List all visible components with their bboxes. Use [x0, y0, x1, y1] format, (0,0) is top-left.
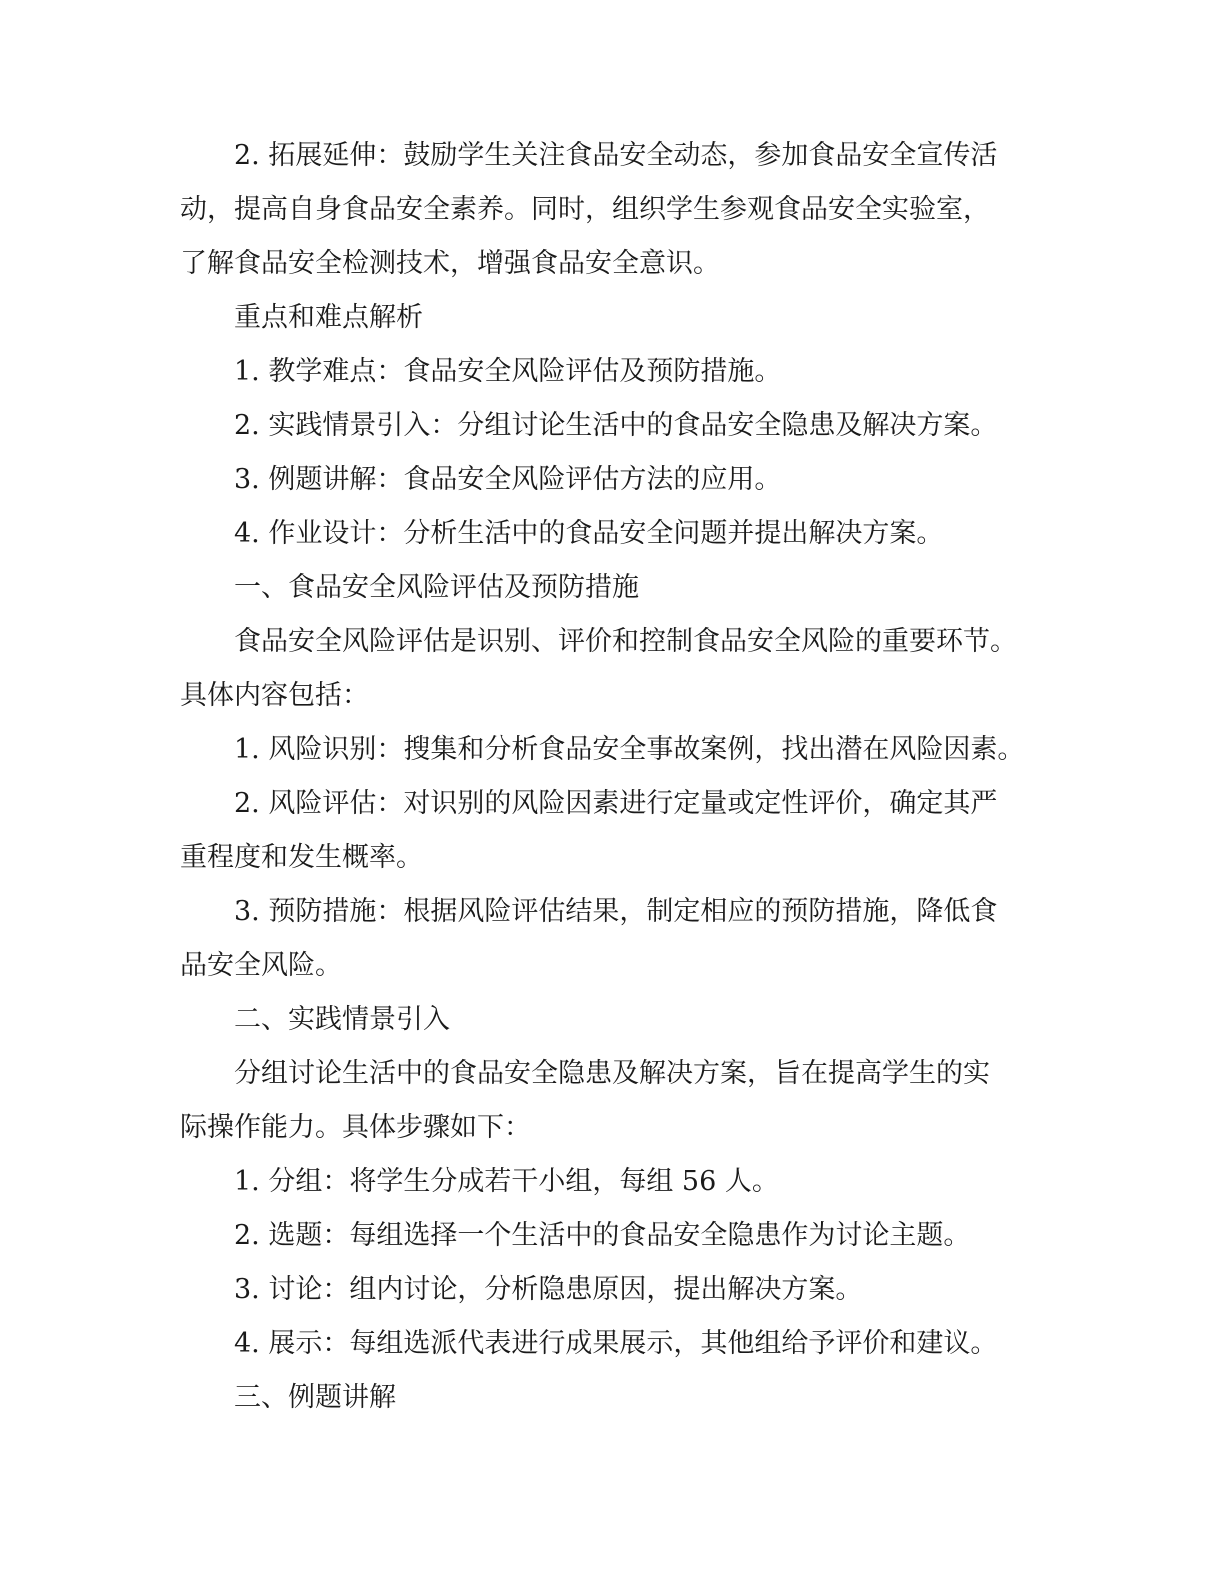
paragraph-line: 际操作能力。具体步骤如下： [180, 1112, 531, 1143]
text-line: 2. 拓展延伸：鼓励学生关注食品安全动态，参加食品安全宣传活 [234, 140, 998, 171]
list-item: 3. 例题讲解：食品安全风险评估方法的应用。 [234, 464, 782, 495]
section-heading: 一、食品安全风险评估及预防措施 [234, 572, 639, 603]
paragraph-line: 具体内容包括： [180, 680, 369, 711]
list-item: 2. 风险评估：对识别的风险因素进行定量或定性评价，确定其严 [234, 788, 998, 819]
list-item: 3. 讨论：组内讨论，分析隐患原因，提出解决方案。 [234, 1274, 863, 1305]
list-item: 2. 实践情景引入：分组讨论生活中的食品安全隐患及解决方案。 [234, 410, 998, 441]
list-item: 1. 教学难点：食品安全风险评估及预防措施。 [234, 356, 782, 387]
text-line: 动，提高自身食品安全素养。同时，组织学生参观食品安全实验室， [180, 194, 990, 225]
list-item: 1. 风险识别：搜集和分析食品安全事故案例，找出潜在风险因素。 [234, 734, 1025, 765]
paragraph-line: 食品安全风险评估是识别、评价和控制食品安全风险的重要环节。 [234, 626, 1017, 657]
section-heading: 三、例题讲解 [234, 1382, 396, 1413]
text-line: 了解食品安全检测技术，增强食品安全意识。 [180, 248, 720, 279]
paragraph-line: 分组讨论生活中的食品安全隐患及解决方案，旨在提高学生的实 [234, 1058, 990, 1089]
list-item: 4. 作业设计：分析生活中的食品安全问题并提出解决方案。 [234, 518, 944, 549]
list-item: 3. 预防措施：根据风险评估结果，制定相应的预防措施，降低食 [234, 896, 998, 927]
list-item-continuation: 品安全风险。 [180, 950, 342, 981]
section-heading: 重点和难点解析 [234, 302, 423, 333]
list-item: 2. 选题：每组选择一个生活中的食品安全隐患作为讨论主题。 [234, 1220, 971, 1251]
section-heading: 二、实践情景引入 [234, 1004, 450, 1035]
list-item: 1. 分组：将学生分成若干小组，每组 56 人。 [234, 1166, 779, 1197]
list-item: 4. 展示：每组选派代表进行成果展示，其他组给予评价和建议。 [234, 1328, 998, 1359]
list-item-continuation: 重程度和发生概率。 [180, 842, 423, 873]
